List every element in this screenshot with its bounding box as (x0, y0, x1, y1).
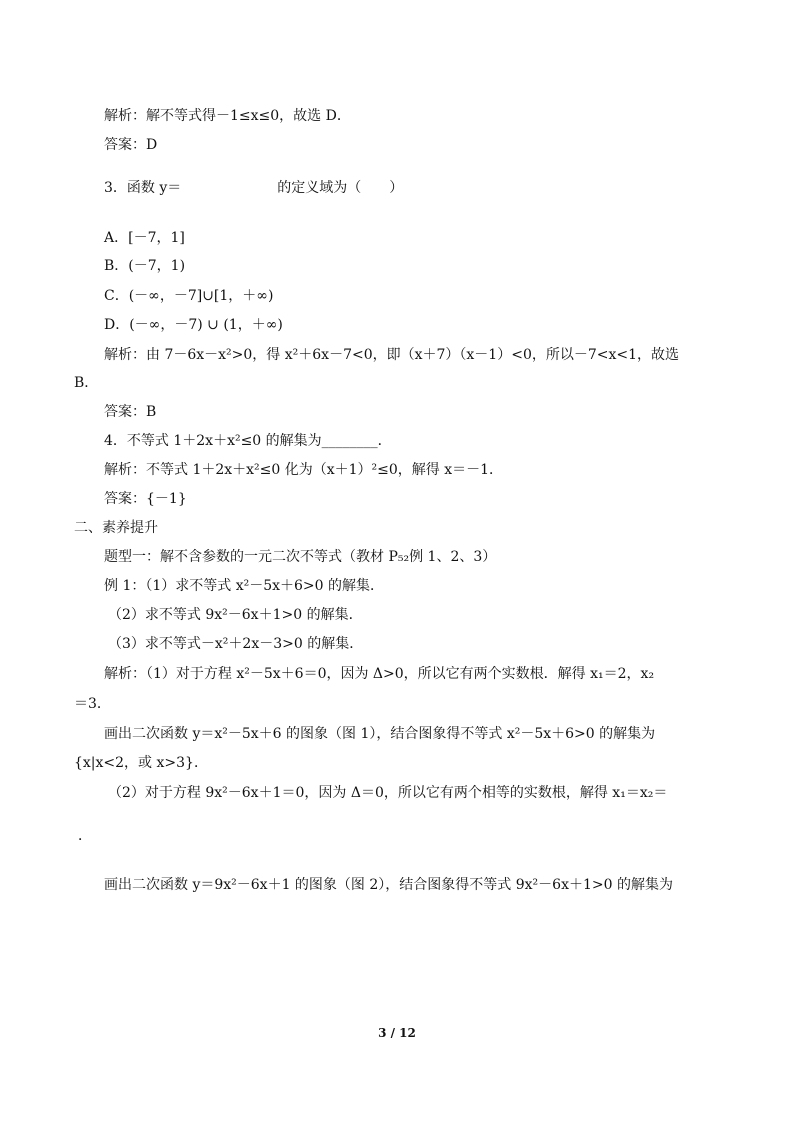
answer-line: 答案：D (104, 137, 158, 153)
page-number: 3 / 12 (378, 1026, 416, 1040)
analysis-continuation: {x|x<2，或 x>3}． (74, 755, 208, 771)
question-3 (104, 178, 403, 198)
analysis-line: 解析：（1）对于方程 x²－5x＋6＝0，因为 Δ>0，所以它有两个实数根．解得 x₁＝2，x₂ (104, 666, 655, 682)
example-1: 例 1：（1）求不等式 x²－5x＋6>0 的解集． (104, 578, 385, 594)
analysis-line: 解析：由 7－6x－x²>0，得 x²＋6x－7<0，即（x＋7）（x－1）<0，所以－7<x<1，故选 (104, 347, 680, 363)
question-3-part-a: 3．函数 y＝ (104, 180, 182, 196)
answer-line: 答案：B (104, 404, 157, 420)
question-4: 4．不等式 1＋2x＋x²≤0 的解集为________． (104, 433, 392, 449)
analysis-continuation: B． (74, 375, 99, 391)
topic-heading: 题型一：解不含参数的一元二次不等式（教材 P₅₂例 1、2、3） (104, 549, 497, 565)
analysis-line: 画出二次函数 y＝x²－5x＋6 的图象（图 1），结合图象得不等式 x²－5x＋6>0 的解集为 (104, 726, 656, 742)
analysis-continuation: ＝3． (74, 696, 111, 712)
analysis-continuation: ． (78, 828, 92, 844)
answer-line: 答案：{－1} (104, 491, 187, 507)
analysis-line: 解析：不等式 1＋2x＋x²≤0 化为（x＋1）²≤0，解得 x＝－1． (104, 462, 504, 478)
option-d: D．(－∞，－7) ∪ (1，＋∞) (104, 317, 283, 333)
question-3-part-b: 的定义域为（ ） (277, 180, 404, 196)
option-a: A．[－7，1] (104, 230, 185, 246)
analysis-line: （2）对于方程 9x²－6x＋1＝0，因为 Δ＝0，所以它有两个相等的实数根，解得 x₁＝x₂＝ (108, 785, 668, 801)
analysis-line: 解析：解不等式得－1≤x≤0，故选 D． (104, 108, 351, 124)
example-1-part-3: （3）求不等式－x²＋2x－3>0 的解集． (108, 636, 364, 652)
example-1-part-2: （2）求不等式 9x²－6x＋1>0 的解集． (108, 607, 363, 623)
analysis-line: 画出二次函数 y＝9x²－6x＋1 的图象（图 2），结合图象得不等式 9x²－6x＋1>0 的解集为 (104, 877, 673, 893)
option-c: C．(－∞，－7]∪[1，＋∞) (104, 288, 274, 304)
section-heading: 二、素养提升 (74, 520, 158, 536)
option-b: B．(－7，1) (104, 258, 186, 274)
